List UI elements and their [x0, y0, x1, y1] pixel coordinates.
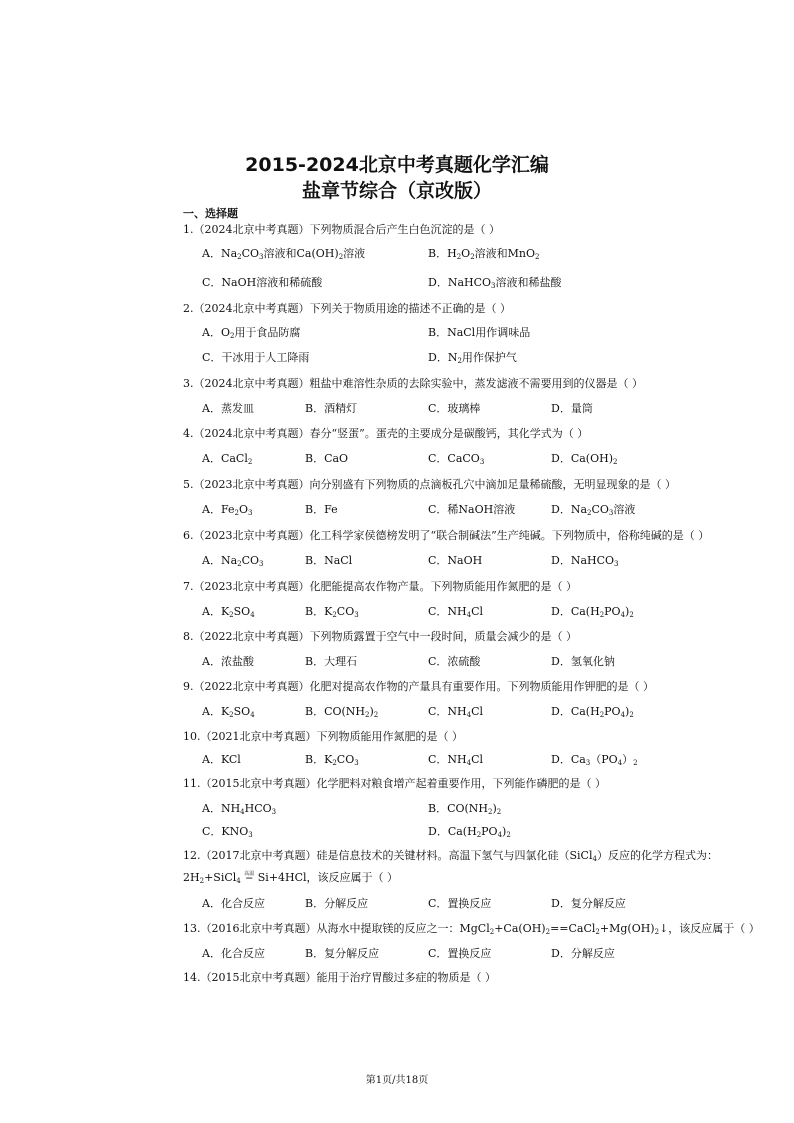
answer-option: B．Fe	[305, 503, 338, 516]
page-title-line2: 盐章节综合（京改版）	[301, 180, 492, 202]
section-heading: 一、选择题	[183, 207, 238, 220]
question-stem: 12.（2017北京中考真题）硅是信息技术的关键材料。高温下氢气与四氯化硅（SiCl$_4$）反应的化学方程式为：	[183, 849, 718, 863]
answer-option: C．NaOH	[428, 554, 483, 567]
question-stem-continued: $2H_2+SiCl_4$ 高温 ══ Si+4HCl，该反应属于（ ）	[183, 871, 399, 885]
answer-option: D．$Ca(H_2PO_4)_2$	[428, 825, 511, 839]
answer-option: B．$K_2CO_3$	[305, 605, 359, 619]
question-stem: 6.（2023北京中考真题）化工科学家侯德榜发明了“联合制碱法”生产纯碱。下列物质中，俗称纯碱的是（ ）	[183, 529, 710, 542]
answer-option: D．$Ca_3(PO_4)_2$	[551, 753, 638, 767]
answer-option: D．$N_2$用作保护气	[428, 351, 517, 365]
answer-option: A．$NH_4HCO_3$	[202, 802, 277, 816]
answer-option: A．$K_2SO_4$	[202, 605, 255, 619]
answer-option: D．分解反应	[551, 947, 615, 960]
answer-option: C．$NH_4Cl$	[428, 705, 484, 719]
question-stem: 14.（2015北京中考真题）能用于治疗胃酸过多症的物质是（ ）	[183, 971, 496, 984]
answer-option: D．氢氧化钠	[551, 655, 615, 668]
question-stem: 1.（2024北京中考真题）下列物质混合后产生白色沉淀的是（ ）	[183, 223, 500, 236]
answer-option: B．$K_2CO_3$	[305, 753, 359, 767]
answer-option: A．CaCl$_2$	[202, 452, 253, 466]
answer-option: C．CaCO$_3$	[428, 452, 485, 466]
question-stem: 13.（2016北京中考真题）从海水中提取镁的反应之一：$MgCl_2+Ca(OH)_2==CaCl_2+Mg(OH)_2↓$，该反应属于（ ）	[183, 922, 760, 936]
answer-option: C．$NH_4Cl$	[428, 605, 484, 619]
question-stem: 3.（2024北京中考真题）粗盐中难溶性杂质的去除实验中，蒸发滤液不需要用到的仪器是（ ）	[183, 377, 643, 390]
page-title-line1: 2015-2024北京中考真题化学汇编	[245, 154, 549, 176]
answer-option: B．酒精灯	[305, 402, 358, 415]
answer-option: A．$O_2$用于食品防腐	[202, 326, 301, 340]
answer-option: C．稀NaOH溶液	[428, 503, 516, 516]
answer-option: A．浓盐酸	[202, 655, 254, 668]
answer-option: B．大理石	[305, 655, 358, 668]
question-stem: 4.（2024北京中考真题）春分“竖蛋”。蛋壳的主要成分是碳酸钙，其化学式为（ ）	[183, 427, 589, 440]
page-footer: 第1页/共18页	[365, 1075, 429, 1086]
question-stem: 8.（2022北京中考真题）下列物质露置于空气中一段时间，质量会减少的是（ ）	[183, 630, 577, 643]
answer-option: D．$Ca(H_2PO_4)_2$	[551, 605, 634, 619]
answer-option: C．置换反应	[428, 897, 492, 910]
answer-option: D．$Ca(OH)_2$	[551, 452, 618, 466]
answer-option: A．$K_2SO_4$	[202, 705, 255, 719]
answer-option: B．$H_2O_2$溶液和MnO$_2$	[428, 247, 540, 261]
answer-option: D．$Na_2CO_3$溶液	[551, 503, 636, 517]
answer-option: C．$KNO_3$	[202, 825, 253, 839]
answer-option: A．$Fe_2O_3$	[202, 503, 253, 517]
answer-option: B．$CO(NH_2)_2$	[428, 802, 502, 816]
question-stem: 10.（2021北京中考真题）下列物质能用作氮肥的是（ ）	[183, 730, 463, 743]
question-stem: 2.（2024北京中考真题）下列关于物质用途的描述不正确的是（ ）	[183, 302, 511, 315]
answer-option: C．干冰用于人工降雨	[202, 351, 310, 364]
answer-option: A．化合反应	[202, 947, 265, 960]
answer-option: D．NaHCO$_3$溶液和稀盐酸	[428, 276, 562, 290]
answer-option: C．浓硫酸	[428, 655, 481, 668]
answer-option: C．NaOH溶液和稀硫酸	[202, 276, 323, 289]
question-stem: 11.（2015北京中考真题）化学肥料对粮食增产起着重要作用，下列能作磷肥的是（ ）	[183, 777, 606, 790]
answer-option: D．NaHCO$_3$	[551, 554, 619, 568]
answer-option: B．NaCl用作调味品	[428, 326, 531, 339]
answer-option: C．$NH_4Cl$	[428, 753, 484, 767]
question-stem: 9.（2022北京中考真题）化肥对提高农作物的产量具有重要作用。下列物质能用作钾肥的是（ ）	[183, 680, 654, 693]
answer-option: A．化合反应	[202, 897, 265, 910]
answer-option: C．玻璃棒	[428, 402, 481, 415]
answer-option: B．分解反应	[305, 897, 369, 910]
question-stem: 7.（2023北京中考真题）化肥能提高农作物产量。下列物质能用作氮肥的是（ ）	[183, 580, 577, 593]
answer-option: B．$CO(NH_2)_2$	[305, 705, 379, 719]
answer-option: D．复分解反应	[551, 897, 626, 910]
answer-option: D．$Ca(H_2PO_4)_2$	[551, 705, 634, 719]
answer-option: B．CaO	[305, 452, 349, 465]
answer-option: D．量筒	[551, 402, 593, 415]
answer-option: B．NaCl	[305, 554, 353, 567]
answer-option: A．$Na_2CO_3$溶液和$Ca(OH)_2$溶液	[202, 247, 366, 261]
answer-option: A．$Na_2CO_3$	[202, 554, 264, 568]
answer-option: C．置换反应	[428, 947, 492, 960]
answer-option: B．复分解反应	[305, 947, 380, 960]
answer-option: A．蒸发皿	[202, 402, 254, 415]
answer-option: A．KCl	[202, 753, 241, 766]
question-stem: 5.（2023北京中考真题）向分别盛有下列物质的点滴板孔穴中滴加足量稀硫酸，无明显现象的是（ ）	[183, 478, 676, 491]
